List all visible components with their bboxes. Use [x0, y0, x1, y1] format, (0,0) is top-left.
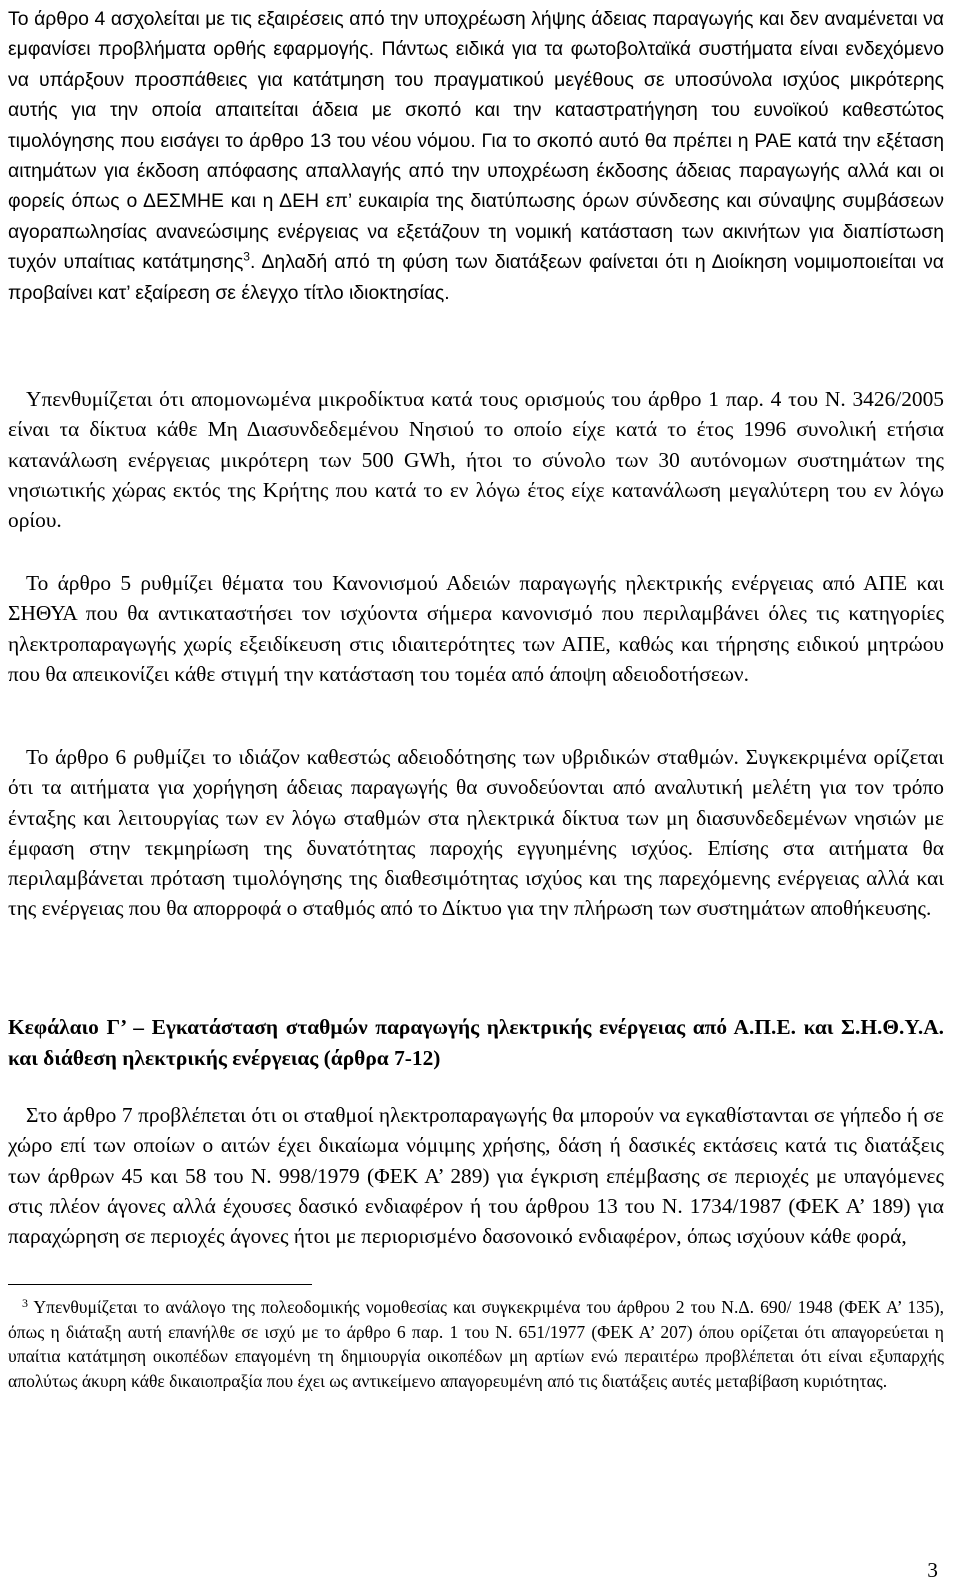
footnote-reference[interactable]: 3 — [243, 249, 250, 264]
paragraph-article-5: Το άρθρο 5 ρυθμίζει θέματα του Κανονισμού Αδειών παραγωγής ηλεκτρικής ενέργειας από ΑΠΕ και ΣΗΘΥΑ που θα αντικαταστήσει τον ισχύοντα σήμερα κανονισμό που περιλαμβάνει όλες τις κατηγορίες ηλεκτροπαραγωγής χωρίς εξειδίκευση στις ιδιαιτερότητες των ΑΠΕ, καθώς και τήρησης ειδικού μητρώου που θα απεικονίζει κάθε στιγμή την κατάσταση του τομέα από άποψη αδειοδοτήσεων. — [8, 571, 944, 686]
footnote — [8, 1295, 944, 1393]
page-number: 3 — [927, 1558, 938, 1582]
paragraph-article-7: Στο άρθρο 7 προβλέπεται ότι οι σταθμοί ηλεκτροπαραγωγής θα μπορούν να εγκαθίστανται σε γήπεδο ή σε χώρο επί των οποίων ο αιτών έχει δικαίωμα νόμιμης χρήσης, δάση ή δασικές εκτάσεις κατά τις διατάξεις των άρθρων 45 και 58 του Ν. 998/1979 (ΦΕΚ Α’ 289) για έγκριση επέμβασης σε περιοχές με υπαγόμενες στις πλέον άγονες αλλά έχουσες δασικό ενδιαφέρον ή του άρθρου 13 του Ν. 1734/1987 (ΦΕΚ Α’ 189) για παραχώρηση σε περιοχές άγονες ήτοι με περιορισμένο δασονοικό ενδιαφέρον, όπως ισχύουν κάθε φορά, — [8, 1103, 944, 1249]
footnote-text: Υπενθυμίζεται το ανάλογο της πολεοδομικής νομοθεσίας και συγκεκριμένα του άρθρου 2 του Ν.Δ. 690/ 1948 (ΦΕΚ Α’ 135), όπως η διάταξη αυτή επανήλθε σε ισχύ με το άρθρο 6 παρ. 1 του Ν. 651/1977 (ΦΕΚ Α’ 207) όπου ορίζεται ότι απαγορεύεται η υπαίτια κατάτμηση οικοπέδων επαγομένη τη δημιουργία οικοπέδων μη αρτίων ενώ περαιτέρω προβλέπεται ότι είναι εξυπαρχής απολύτως άκυρη κάθε δικαιοπραξία που έχει ως αντικείμενο απαγορευμένη από τις διατάξεις αυτές μεταβίβαση κυριότητας. — [8, 1297, 944, 1391]
paragraph-article-4 — [8, 4, 944, 308]
footnote-marker: 3 — [22, 1296, 28, 1310]
paragraph-article-4-text: Το άρθρο 4 ασχολείται με τις εξαιρέσεις από την υποχρέωση λήψης άδειας παραγωγής και δεν αναμένεται να εμφανίσει προβλήματα ορθής εφαρμογής. Πάντως ειδικά για τα φωτοβολταϊκά συστήματα είναι ενδεχόμενο να υπάρξουν προσπάθειες για κατάτμηση του πραγματικού μεγέθους σε υποσύνολα ισχύος μικρότερης αυτής για την οποία απαιτείται άδεια με σκοπό και την καταστρατήγηση του ευνοϊκού καθεστώτος τιμολόγησης που εισάγει το άρθρο 13 του νέου νόμου. Για το σκοπό αυτό θα πρέπει η ΡΑΕ κατά την εξέταση αιτημάτων για έκδοση απόφασης απαλλαγής από την υποχρέωση έκδοσης άδειας παραγωγής αλλά και οι φορείς όπως ο ΔΕΣΜΗΕ και η ΔΕΗ επ’ ευκαιρία της διατύπωσης όρων σύνδεσης και σύναψης συμβάσεων αγοραπωλησίας ανανεώσιμης ενέργειας να εξετάζουν τη νομική κατάσταση των ακινήτων για διαπίστωση τυχόν υπαίτιας κατάτμησης — [8, 8, 944, 274]
footnote-separator — [8, 1284, 312, 1285]
paragraph-microgrids: Υπενθυμίζεται ότι απομονωμένα μικροδίκτυα κατά τους ορισμούς του άρθρο 1 παρ. 4 του Ν. 3426/2005 είναι τα δίκτυα κάθε Μη Διασυνδεδεμένου Νησιού το οποίο είχε κατά το έτος 1996 συνολική ετήσια κατανάλωση ενέργειας μικρότερη των 500 GWh, ήτοι το σύνολο των 30 αυτόνομων συστημάτων της νησιωτικής χώρας εκτός της Κρήτης που κατά το εν λόγω έτος είχε κατανάλωση μεγαλύτερη του εν λόγω ορίου. — [8, 387, 944, 533]
paragraph-article-6: Το άρθρο 6 ρυθμίζει το ιδιάζον καθεστώς αδειοδότησης των υβριδικών σταθμών. Συγκεκριμένα ορίζεται ότι τα αιτήματα για χορήγηση άδειας παραγωγής θα συνοδεύονται από αναλυτική μελέτη για τον τρόπο ένταξης και λειτουργίας των εν λόγω σταθμών στα ηλεκτρικά δίκτυα των μη διασυνδεδεμένων νησιών με έμφαση στην τεκμηρίωση της δυνατότητας παροχής εγγυημένης ισχύος. Επίσης στα αιτήματα θα περιλαμβάνεται πρόταση τιμολόγησης της διαθεσιμότητας ισχύος και της παρεχόμενης ενέργειας αλλά και της ενέργειας που θα απορροφά ο σταθμός από το Δίκτυο για την πλήρωση των συστημάτων αποθήκευσης. — [8, 745, 944, 921]
paragraph-article-4-continuation: . Δηλαδή από τη φύση των διατάξεων φαίνεται ότι η Διοίκηση νομιμοποιείται να προβαίνει κατ’ εξαίρεση σε έλεγχο τίτλο ιδιοκτησίας. — [8, 251, 944, 304]
chapter-heading: Κεφάλαιο Γ’ – Εγκατάσταση σταθμών παραγωγής ηλεκτρικής ενέργειας από Α.Π.Ε. και Σ.Η.Θ.Υ.Α. και διάθεση ηλεκτρικής ενέργειας (άρθρα 7-12) — [8, 1015, 944, 1070]
